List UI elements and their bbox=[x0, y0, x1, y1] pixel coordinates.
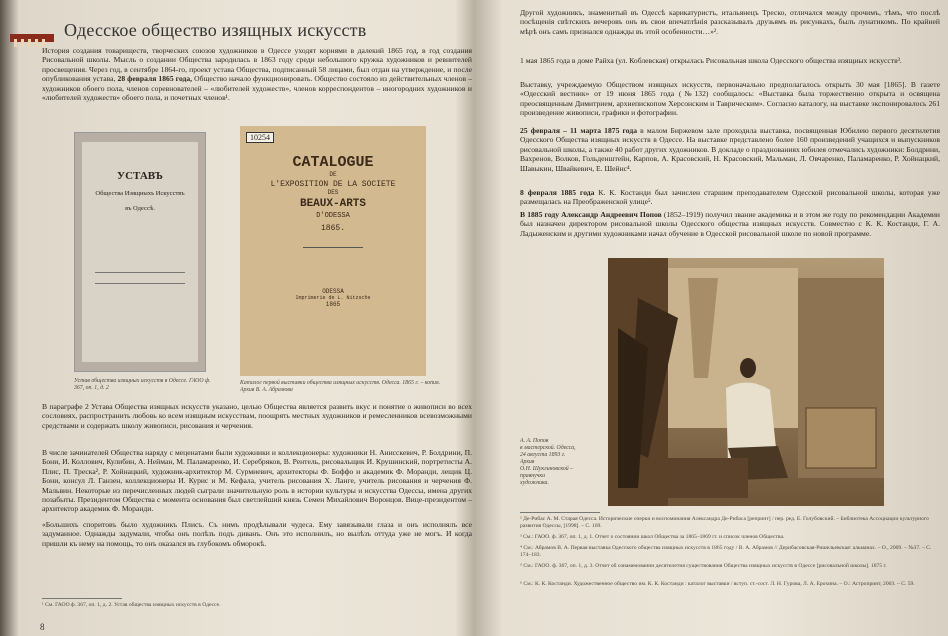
studio-photo-svg bbox=[608, 258, 884, 506]
page-title: Одесское общество изящных искусств bbox=[64, 20, 367, 40]
footnote-1: ¹ См. ГАОО ф. 367, оп. 1, д. 2. Устав общества изящных искусств в Одессе. bbox=[42, 602, 221, 608]
paragraph-exhibition: Выставку, учреждаемую Обществом изящных искусств, первоначально предполагалось открыть 30 мая [1865]. В газете «Одесский вестник» от 19 июня 1865 года (№132) сообщалось: «Выставка была торжественно открыта и освящена преосвященным Димитрием, архиепископом Херсонским и Таврическим». Согласно каталогу, на выставке экспонировалось 261 произведение живописи, графики и фотографии. bbox=[520, 80, 940, 118]
archive-label: 10254 bbox=[246, 132, 274, 143]
studio-photograph bbox=[608, 258, 884, 506]
footnote-rule bbox=[520, 512, 600, 513]
paragraph-school: 1 мая 1865 года в доме Райха (ул. Коблевская) открылась Рисовальная школа Одесского общества изящных искусств³. bbox=[520, 56, 902, 65]
paragraph-jubilee: 25 февраля – 11 марта 1875 года в малом Биржевом зале проходила выставка, посвященная Юбилею первого десятилетия Одесского Общества изящных искусств в Одессе. На выставке представлено более 160 произведений учащихся и выпускников рисовальной школы, а также 40 работ других художников. В докладе о празднованиях юбилея отмечались художники: Болдрини, Вахренов, Волков, Гольденштейн, Карпов, А. Красовский, Н. Красовский, Мальман, Л. Овчаренко, Паламаренко, Р. Хойнацкий, Шавыкин, Швайкевич, Е. Шейнс⁴. bbox=[520, 126, 940, 173]
footnote-6: ⁶ См.: К. К. Костанди. Художественное общество им. К. К. Костанди : каталог выставки / вступ. ст.-сост. Л. Н. Гурова, Л. А. Ерохина. – О.: Астропринт, 2003. – С. 59. bbox=[520, 581, 915, 587]
charter-image bbox=[74, 132, 206, 372]
catalogue-year: 1865. bbox=[320, 224, 345, 233]
footnote-3: ³ См.: ГАОО. ф. 367, оп. 1, д. 1. Отчет о состоянии школ Общества за 1865–1869 гг. и список членов Общества. bbox=[520, 534, 785, 540]
paragraph-4: «Большихъ споритовъ было художникъ Плисъ. Съ нимъ продѣлывали чудеса. Ему завязывали глаза и онъ исполнялъ все задуманное. Однажды задумали, чтобы онъ полѣзъ подъ диванъ. Онъ это исполнилъ, но вылѣзъ оттуда уже не могъ. И когда пришли къ нему на помощь, то онъ оказался въ глубокомъ обморокѣ. bbox=[42, 520, 472, 548]
section-marker bbox=[10, 34, 54, 42]
paragraph-kostandi: 8 февраля 1885 года К. К. Костанди был зачислен старшим преподавателем Одесской рисовальной школы, которая уже размещалась на Преображенской улице⁵. bbox=[520, 188, 940, 207]
signature-mark bbox=[303, 247, 363, 248]
photo-caption: А. А. Попов в мастерской. Одесса, 24 августа 1893 г. Архив О.Н. Шуклиновской – правнучки художника. bbox=[520, 438, 576, 486]
intro-paragraph: История создания товариществ, творческих союзов художников в Одессе уходят корнями в далекий 1865 год, в год создания Рисовальной школы. Мысль о создании Общества зародилась в 1863 году среди небольшого кружка художников и ревнителей просвещения. Через год, в сентябре 1864-го, проект устава Общества, подписанный 58 лицами, был отдан на утверждение, и после опубликования устава, 28 февраля 1865 года, Общество начало функционировать. Общество состояло из действительных членов – художников обоего пола, членов соревнователей – «любителей художеств», членов корреспондентов – иногородних художников и «любителей художеств» обоего пола, и почетных членов¹. bbox=[42, 46, 472, 103]
catalogue-caption: Каталог первой выставки общества изящных искусств. Одесса. 1865 г. – копия. Архив В. А. Абрамова bbox=[240, 380, 441, 393]
paragraph-3: В числе зачинателей Общества наряду с меценатами были художники и коллекционеры: художники Н. Анисскевич, Р. Болдрини, П. Бони, И. Коллович, Кулибин, А. Нейман, М. Паламаренко, И. Серебряков, В. Рентель, рисовальщик И. Крушинский, портретисты А. Плис, П. Треска², Р. Хойнацкий, художник-архитектор М. Сурмиевич, архитекторы Ф. Боффо и академик Ф. Моранди, лещик Ц. Бони, консул Л. Ганзен, коллекционеры И. Курис и М. Кефала, учитель рисования Х. Ланге, учитель рисования и черчения Ф. Мальвин. Некоторые из перечисленных людей сыграли значительную роль в истории культуры и искусства Одессы, имена других позабыты. Президентом Общества с момента основания был светлейший князь Семен Михайлович Воронцов. Вице-президентом – архитектор академик Ф. Моранди. bbox=[42, 448, 472, 514]
charter-stamps bbox=[95, 272, 185, 284]
charter-subtitle: Общества Изящныхъ Искусствъ bbox=[95, 190, 185, 197]
footnote-5: ⁵ См.: ГАОО. ф. 367, оп. 1, д. 3. Отчет об ознаменовании десятилетия существования Общества изящных искусств в Одессе [рисовальной школы]. 1875 г. bbox=[520, 563, 887, 569]
footnote-rule bbox=[42, 598, 122, 599]
catalogue-des: DES bbox=[327, 189, 339, 196]
catalogue-print-year: 1865 bbox=[325, 301, 341, 308]
catalogue-de: DE bbox=[329, 171, 337, 178]
page-number: 8 bbox=[40, 622, 45, 632]
left-page bbox=[18, 0, 470, 636]
catalogue-city: D'ODESSA bbox=[316, 212, 350, 220]
catalogue-place: ODESSA bbox=[322, 288, 344, 295]
charter-city: въ Одессѣ. bbox=[125, 205, 155, 212]
footnote-2: ² Де-Рибас А. М. Старая Одесса. Исторические очерки и воспоминания Александра Де-Рибаса [репринт] / пер. ред. Е. Голубовский. – Библиотека Ассоциации культурного развития Одессы, [1998]. – С. 169. bbox=[520, 516, 929, 529]
quote-continuation: Другой художникъ, знаменитый въ Одессѣ карикатуристъ, итальянецъ Треско, отличался между прочимъ, тѣмъ, что послѣ посѣщенія свѣтскихъ вечеровъ онъ въ свои впечатлѣнія разсказывалъ друзьямъ въ рисункахъ, былъ лунатикомъ. По крайней мѣрѣ онъ самъ признался однажды въ этой особенности…»². bbox=[520, 8, 940, 36]
footnote-4: ⁴ См.: Абрамов В. А. Первая выставка Одесского общества изящных искусств в 1865 году / В. А. Абрамов // Дерибасовская-Ришельевская: альманах. – О., 2009. – №37. – С. 174–183. bbox=[520, 545, 932, 558]
catalogue-heading: CATALOGUE bbox=[292, 154, 374, 171]
paragraph-2: В параграфе 2 Устава Общества изящных искусств указано, целью Общества является развить вкус и понятие о живописи во всех сословиях, распространить любовь ко всем изящным искусствам, поощрять местных художников и ремесленников всевозможными средствами и содержать школу живописи, рисования и черчения. bbox=[42, 402, 472, 430]
right-page bbox=[490, 0, 948, 636]
catalogue-line: L'EXPOSITION DE LA SOCIETE bbox=[270, 180, 396, 189]
charter-caption: Устав общества изящных искусств в Одессе. ГАОО ф. 367, оп. 1, д. 2 bbox=[74, 378, 211, 391]
catalogue-image bbox=[240, 126, 426, 376]
catalogue-beaux-arts: BEAUX-ARTS bbox=[299, 198, 366, 210]
charter-title: УСТАВЪ bbox=[117, 170, 163, 182]
paragraph-popov: В 1885 году Александр Андреевич Попов (1852–1919) получил звание академика и в этом же году по рекомендации Академии был назначен директором рисовальной школы Одесского общества изящных искусств. Совместно с К. К. Костанди, Г. А. Ладыженским и другими художниками начал обучение в Одесской рисовальной школе по новой программе. bbox=[520, 210, 940, 238]
catalogue-printer: Imprimerie de L. Nitzsche bbox=[295, 295, 371, 301]
